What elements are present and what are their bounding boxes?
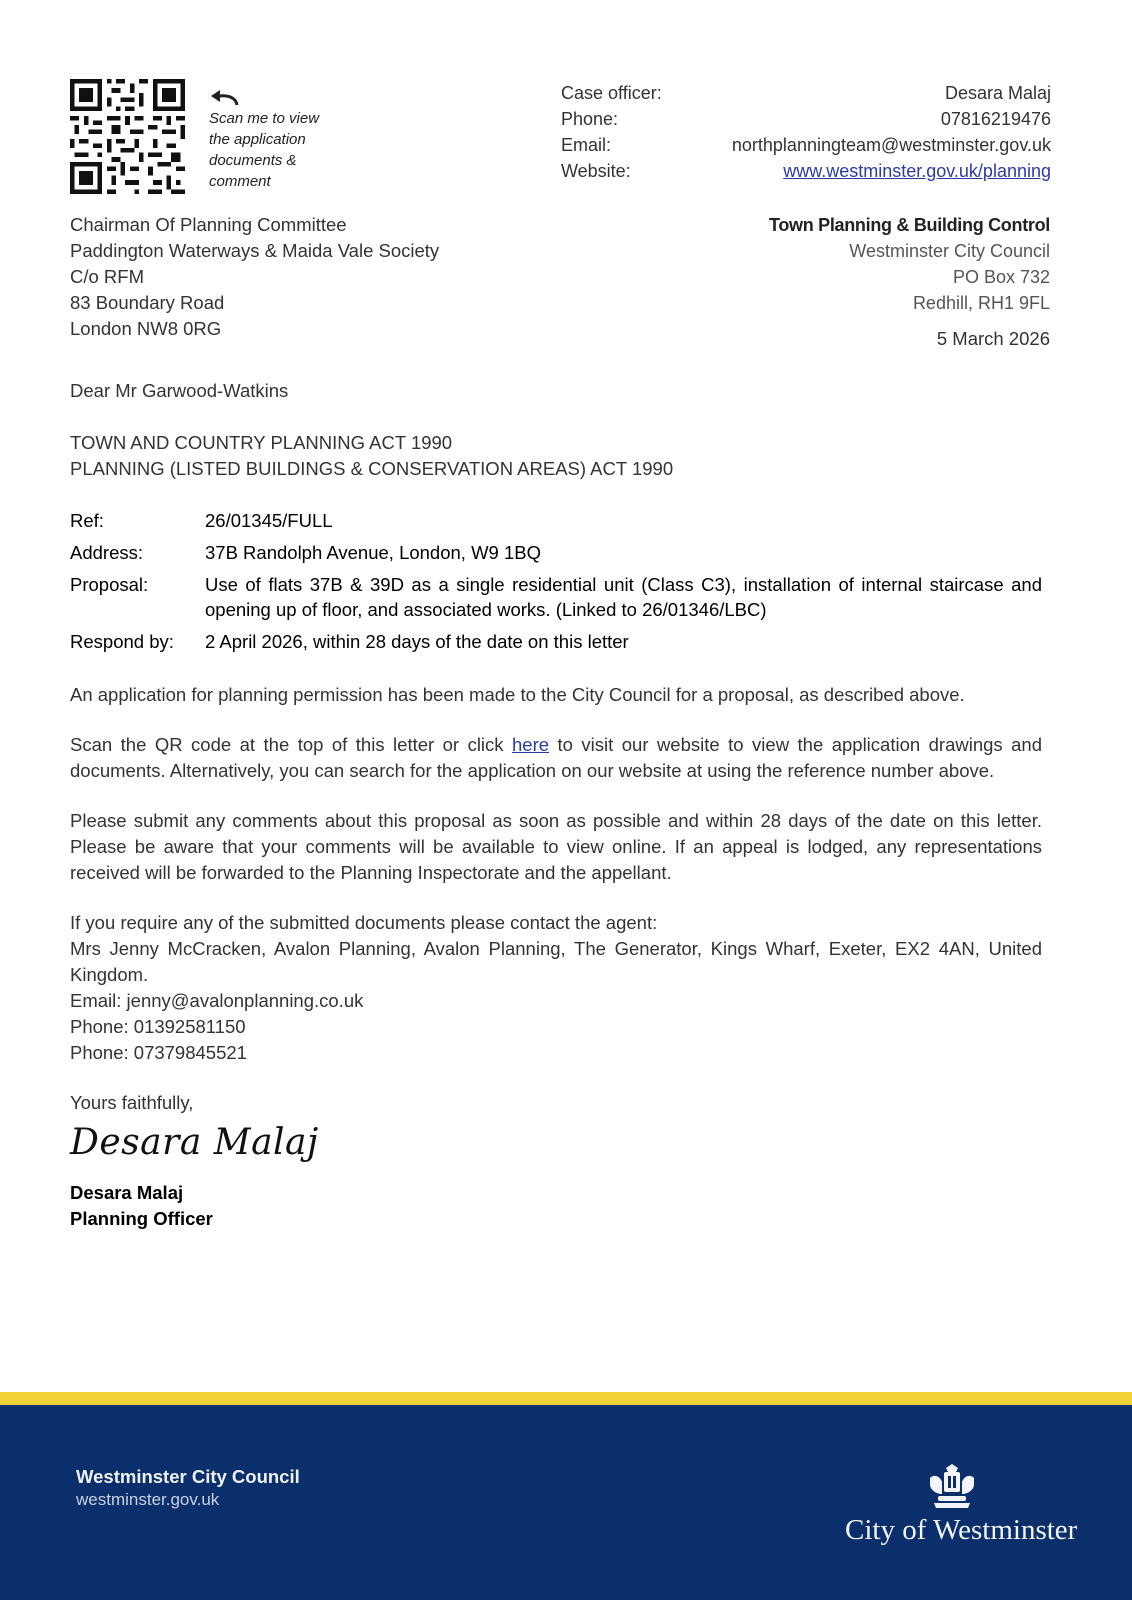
agent-phone: Phone: 01392581150 xyxy=(70,1016,246,1037)
contact-block xyxy=(561,80,1051,184)
act-line: PLANNING (LISTED BUILDINGS & CONSERVATION AREAS) ACT 1990 xyxy=(70,458,674,479)
paragraph-qr-start: Scan the QR code at the top of this letter or click xyxy=(70,734,513,755)
letter-body xyxy=(70,682,1042,1066)
council-address xyxy=(769,212,1050,316)
qr-caption-line: the application xyxy=(209,131,306,148)
council-line: PO Box 732 xyxy=(952,267,1050,287)
contact-row-phone xyxy=(561,106,1051,132)
agent-phone: Phone: 07379845521 xyxy=(70,1042,247,1063)
email-label: Email: xyxy=(561,135,612,155)
respond-label: Respond by: xyxy=(70,631,174,652)
phone-label: Phone: xyxy=(561,109,619,129)
paragraph-qr xyxy=(70,732,1042,784)
case-officer-label: Case officer: xyxy=(561,83,662,103)
agent-address: Mrs Jenny McCracken, Avalon Planning, Avalon Planning, The Generator, Kings Wharf, Exeter, EX2 4AN, United Kingdom. xyxy=(70,938,1042,985)
recipient-address xyxy=(70,212,439,342)
council-line: Redhill, RH1 9FL xyxy=(912,293,1050,313)
detail-row-ref xyxy=(70,508,1042,533)
agent-intro: If you require any of the submitted documents please contact the agent: xyxy=(70,912,658,933)
detail-row-respond xyxy=(70,629,1042,654)
detail-row-address xyxy=(70,540,1042,565)
detail-row-proposal xyxy=(70,572,1042,622)
curved-arrow-icon xyxy=(210,88,240,108)
website-label: Website: xyxy=(561,161,631,181)
contact-row-officer xyxy=(561,80,1051,106)
city-of-westminster-logo: City of Westminster xyxy=(845,1514,1078,1546)
respond-value: 2 April 2026, within 28 days of the date on this letter xyxy=(205,631,629,652)
proposal-label: Proposal: xyxy=(70,574,149,595)
qr-caption-line: comment xyxy=(209,173,271,190)
salutation: Dear Mr Garwood-Watkins xyxy=(70,380,289,401)
closing: Yours faithfully, xyxy=(70,1092,194,1113)
crest-icon xyxy=(924,1464,980,1510)
agent-contact xyxy=(70,910,1042,1066)
phone-value: 07816219476 xyxy=(940,109,1051,129)
footer-council-name: Westminster City Council xyxy=(76,1466,300,1487)
footer-stripe xyxy=(0,1392,1132,1406)
officer-title: Planning Officer xyxy=(70,1208,213,1229)
recipient-line: Chairman Of Planning Committee xyxy=(70,214,347,235)
address-value: 37B Randolph Avenue, London, W9 1BQ xyxy=(205,542,541,563)
officer-name: Desara Malaj xyxy=(70,1182,184,1203)
paragraph-qr-end: to visit our website to view the application drawings and documents. Alternatively, you can search for the application on our website at using the reference number above. xyxy=(70,734,1042,781)
officer-block xyxy=(70,1180,213,1232)
email-value: northplanningteam@westminster.gov.uk xyxy=(731,135,1051,155)
contact-row-email xyxy=(561,132,1051,158)
case-officer-value: Desara Malaj xyxy=(944,83,1051,103)
recipient-line: London NW8 0RG xyxy=(70,318,222,339)
ref-value: 26/01345/FULL xyxy=(205,510,333,531)
acts-heading xyxy=(70,430,673,482)
qr-caption xyxy=(209,108,349,192)
recipient-line: 83 Boundary Road xyxy=(70,292,225,313)
agent-email: Email: jenny@avalonplanning.co.uk xyxy=(70,990,364,1011)
proposal-value: Use of flats 37B & 39D as a single residential unit (Class C3), installation of internal staircase and opening up of floor, and associated works. (Linked to 26/01346/LBC) xyxy=(205,574,1042,620)
paragraph-comments: Please submit any comments about this proposal as soon as possible and within 28 days of the date on this letter. Please be aware that your comments will be available to view online. If an appeal is lodged, any representations received will be forwarded to the Planning Inspectorate and the appellant. xyxy=(70,810,1042,883)
recipient-line: C/o RFM xyxy=(70,266,144,287)
qr-code[interactable] xyxy=(70,79,185,194)
here-link[interactable]: here xyxy=(512,734,550,755)
recipient-line: Paddington Waterways & Maida Vale Society xyxy=(70,240,440,261)
address-label: Address: xyxy=(70,542,144,563)
contact-row-website xyxy=(561,158,1051,184)
act-line: TOWN AND COUNTRY PLANNING ACT 1990 xyxy=(70,432,453,453)
signature: Desara Malaj xyxy=(70,1122,319,1163)
council-department: Town Planning & Building Control xyxy=(768,215,1050,235)
council-line: Westminster City Council xyxy=(849,241,1050,261)
footer-url: westminster.gov.uk xyxy=(76,1490,220,1509)
letter-date: 5 March 2026 xyxy=(936,328,1050,349)
qr-caption-line: Scan me to view xyxy=(209,110,320,127)
paragraph-intro: An application for planning permission has been made to the City Council for a proposal, as described above. xyxy=(70,684,965,705)
qr-caption-line: documents & xyxy=(209,152,297,169)
website-link[interactable]: www.westminster.gov.uk/planning xyxy=(783,161,1051,181)
ref-label: Ref: xyxy=(70,510,104,531)
application-details xyxy=(70,508,1042,661)
